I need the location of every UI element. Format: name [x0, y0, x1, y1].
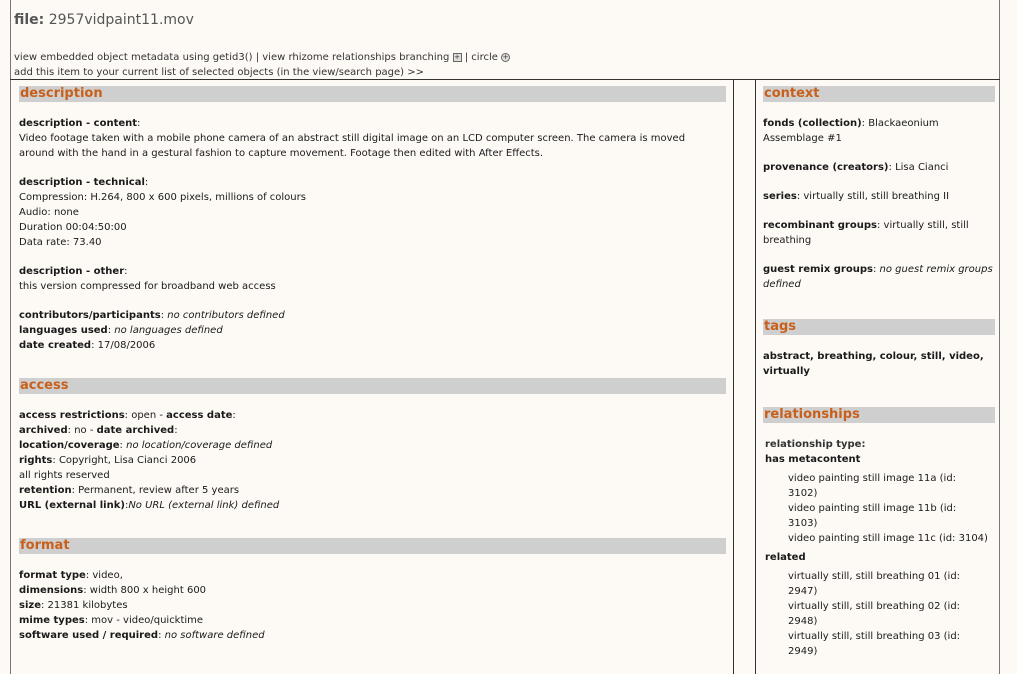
- tags-list-cont[interactable]: virtually: [763, 366, 810, 377]
- file-name: 2957vidpaint11.mov: [48, 12, 194, 28]
- circle-icon[interactable]: +: [502, 52, 509, 61]
- software-row: software used / required: no software defined: [19, 630, 265, 641]
- relationship-item[interactable]: virtually still, still breathing 02 (id: 2948): [788, 601, 961, 627]
- technical-line: Duration 00:04:50:00: [19, 222, 127, 233]
- recombinant-row-cont: breathing: [763, 235, 812, 246]
- relationship-item[interactable]: video painting still image 11c (id: 3104): [788, 533, 988, 544]
- date-created-row: date created: 17/08/2006: [19, 340, 156, 351]
- fonds-row: fonds (collection): Blackaeonium: [763, 118, 939, 129]
- url-row: URL (external link):No URL (external link) defined: [19, 500, 280, 511]
- rhizome-branching-link[interactable]: view rhizome relationships branching: [262, 52, 450, 63]
- mime-row: mime types: mov - video/quicktime: [19, 615, 204, 626]
- recombinant-row: recombinant groups: virtually still, still: [763, 220, 969, 231]
- access-heading: access: [19, 378, 726, 394]
- tags-heading: tags: [763, 319, 995, 335]
- dimensions-row: dimensions: width 800 x height 600: [19, 585, 207, 596]
- tags-list[interactable]: abstract, breathing, colour, still, video,: [763, 351, 984, 362]
- relationship-item[interactable]: virtually still, still breathing 01 (id: 2947): [788, 571, 961, 597]
- relationship-item[interactable]: video painting still image 11a (id: 3102): [788, 473, 957, 499]
- context-heading: context: [763, 86, 995, 102]
- relationships-heading: relationships: [763, 407, 995, 423]
- location-row: location/coverage: no location/coverage defined: [19, 440, 273, 451]
- main-column: [19, 86, 726, 643]
- technical-line: Audio: none: [19, 207, 79, 218]
- description-other-value: this version compressed for broadband web access: [19, 281, 276, 292]
- access-restrictions-row: access restrictions: open - access date:: [19, 410, 236, 421]
- size-row: size: 21381 kilobytes: [19, 600, 128, 611]
- relationship-item[interactable]: virtually still, still breathing 03 (id: 2949): [788, 631, 961, 657]
- getid3-link[interactable]: view embedded object metadata using getid3(): [14, 52, 253, 63]
- archived-row: archived: no - date archived:: [19, 425, 178, 436]
- file-label: file:: [14, 12, 45, 28]
- link-separator: |: [464, 52, 469, 63]
- column-divider-left: [733, 79, 734, 674]
- fonds-row-cont: Assemblage #1: [763, 133, 842, 144]
- expand-square-icon[interactable]: +: [454, 52, 460, 61]
- relationship-type-label: relationship type:: [765, 439, 866, 450]
- format-heading: format: [19, 538, 726, 554]
- guest-remix-row: guest remix groups: no guest remix groups: [763, 264, 993, 275]
- rights-extra: all rights reserved: [19, 470, 110, 481]
- provenance-row: provenance (creators): Lisa Cianci: [763, 162, 949, 173]
- page-title: [14, 12, 194, 28]
- sidebar-column: [763, 86, 995, 659]
- contributors-row: contributors/participants: no contributors defined: [19, 310, 285, 321]
- description-content-line: Video footage taken with a mobile phone camera of an abstract still digital image on an LCD computer screen. The camera is moved: [19, 133, 686, 144]
- relationship-group-name: related: [765, 552, 806, 563]
- description-content-label: description - content:: [19, 118, 141, 129]
- description-other-label: description - other:: [19, 266, 128, 277]
- relationship-group-name: has metacontent: [765, 454, 861, 465]
- relationship-item[interactable]: video painting still image 11b (id: 3103): [788, 503, 957, 529]
- header-divider: [10, 79, 1000, 80]
- description-technical-label: description - technical:: [19, 177, 149, 188]
- format-type-row: format type: video,: [19, 570, 123, 581]
- technical-line: Compression: H.264, 800 x 600 pixels, millions of colours: [19, 192, 306, 203]
- add-to-selection-link[interactable]: add this item to your current list of selected objects (in the view/search page) >>: [14, 67, 425, 78]
- languages-row: languages used: no languages defined: [19, 325, 223, 336]
- top-links: [14, 50, 510, 80]
- rhizome-circle-link[interactable]: circle: [471, 52, 498, 63]
- retention-row: retention: Permanent, review after 5 years: [19, 485, 240, 496]
- technical-line: Data rate: 73.40: [19, 237, 102, 248]
- link-separator: |: [255, 52, 260, 63]
- column-divider-right: [755, 79, 756, 674]
- guest-remix-row-cont: defined: [763, 279, 801, 290]
- series-row: series: virtually still, still breathing II: [763, 191, 950, 202]
- description-heading: description: [19, 86, 726, 102]
- description-content-line: around with the hand in a gestural fashion to capture movement. Footage then edited with After Effects.: [19, 148, 544, 159]
- rights-row: rights: Copyright, Lisa Cianci 2006: [19, 455, 197, 466]
